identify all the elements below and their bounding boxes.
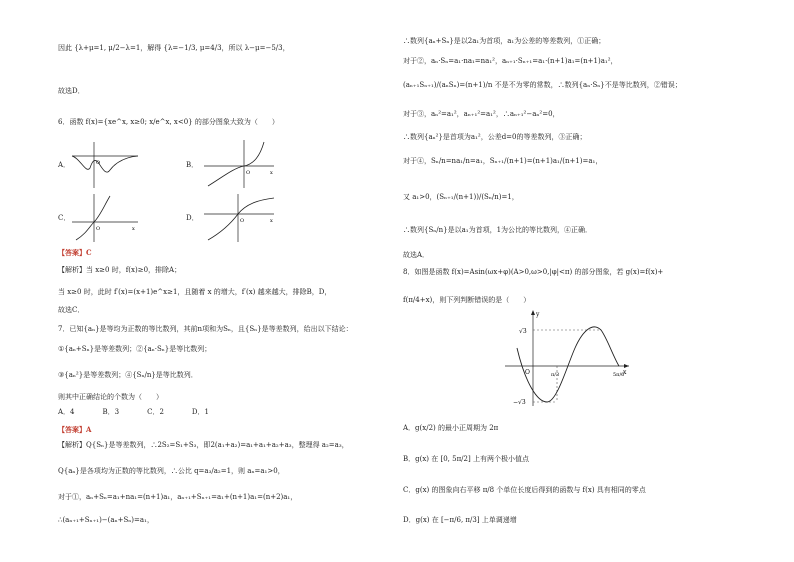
option-a-text: A．g(x/2) 的最小正周期为 2π xyxy=(403,424,499,432)
option-a-label: A． xyxy=(58,161,71,169)
question-ask: 则其中正确结论的个数为（ ） xyxy=(58,393,163,401)
question-stem: f(π/4+x)，则下列判断错误的是（ ） xyxy=(403,296,531,304)
solution-text: 故选D． xyxy=(58,87,85,95)
analysis-text: 对于④，Sₙ/n=na₁/n=a₁，Sₙ₊₁/(n+1)=(n+1)a₁/(n+1)=a₁， xyxy=(403,157,603,165)
analysis-text: 【解析】当 x≥0 时，f(x)≥0，排除A； xyxy=(58,266,182,274)
option-d-text: D．g(x) 在 [−π/6, π/3] 上单调递增 xyxy=(403,516,517,524)
question-stem: 7．已知{aₙ}是等均为正数的等比数列，其前n项和为Sₙ，且{Sₙ}是等差数列，给出以下结论： xyxy=(58,325,353,333)
option-d-graph xyxy=(198,192,278,244)
analysis-text: 当 x≥0 时，此时 f′(x)=(x+1)e^x≥1，且随着 x 的增大，f′(x) 越来越大，排除B，D， xyxy=(58,288,332,296)
option-b-text: B．g(x) 在 [0, 5π/2] 上有两个极小值点 xyxy=(403,455,529,463)
option-b-label: B． xyxy=(186,161,199,169)
option-a-graph xyxy=(70,140,140,190)
conclusion-list: ①{aₙ+Sₙ}是等差数列；②{aₙ·Sₙ}是等比数列； xyxy=(58,345,212,353)
question-stem: 6．函数 f(x)={xe^x, x≥0; x/e^x, x<0} 的部分图象大致为（ ） xyxy=(58,118,279,126)
option-c-label: C． xyxy=(58,214,71,222)
option-c-text: C．g(x) 的图象向右平移 π/8 个单位长度后得到的函数与 f(x) 具有相同的零点 xyxy=(403,486,646,494)
graph-5pi6-label: 5π/6 xyxy=(613,372,625,378)
analysis-text: 对于②，aₙ·Sₙ=a₁·na₁=na₁²，aₙ₊₁·Sₙ₊₁=a₁·(n+1)a₁=(n+1)a₁²， xyxy=(403,57,618,65)
question-stem: 8．如图是函数 f(x)=Asin(ωx+φ)(A>0,ω>0,|φ|<π) 的部分图象，若 g(x)=f(x)+ xyxy=(403,268,664,276)
analysis-text: ∴(aₙ₊₁+Sₙ₊₁)−(aₙ+Sₙ)=a₁， xyxy=(58,516,154,524)
left-column xyxy=(58,0,380,562)
graph-x-label: x xyxy=(270,218,273,224)
graph-sqrt3-label: √3 xyxy=(519,328,527,335)
graph-x-label: x xyxy=(132,226,135,232)
answer-label: 【答案】C xyxy=(58,248,92,257)
graph-origin-label: O xyxy=(525,369,530,376)
sine-function-graph xyxy=(503,308,633,408)
analysis-text: 对于③，aₙ²=a₁²，aₙ₊₁²=a₁²，∴aₙ₊₁²−aₙ²=0， xyxy=(403,110,560,118)
option-c-graph xyxy=(70,192,140,244)
solution-text: 故选A． xyxy=(403,251,430,259)
options-row: A．4 B．3 C．2 D．1 xyxy=(58,408,209,416)
graph-x-label: x xyxy=(270,170,273,176)
graph-y-label: y xyxy=(536,311,540,318)
graph-pi3-label: π/3 xyxy=(551,372,560,378)
analysis-text: ∴数列{Sₙ/n}是以a₁为首项，1为公比的等比数列，④正确． xyxy=(403,226,593,234)
right-column xyxy=(403,0,743,562)
solution-text: 因此 {λ+μ=1, μ/2−λ=1，解得 {λ=−1/3, μ=4/3，所以 λ−μ=−5/3， xyxy=(58,44,290,52)
option-d-label: D． xyxy=(186,214,199,222)
graph-origin-label: O xyxy=(96,160,101,166)
analysis-text: 又 a₁>0，(Sₙ₊₁/(n+1))/(Sₙ/n)=1， xyxy=(403,193,519,201)
analysis-text: ∴数列{aₙ²}是首项为a₁²，公差d=0的等差数列，③正确； xyxy=(403,133,587,141)
solution-text: 故选C． xyxy=(58,306,85,314)
analysis-text: Q{aₙ}是各项均为正数的等比数列，∴公比 q=a₃/a₂=1，则 aₙ=a₁>0， xyxy=(58,467,285,475)
conclusion-list: ③{aₙ²}是等差数列；④{Sₙ/n}是等比数列． xyxy=(58,371,198,379)
graph-neg-sqrt3-label: −√3 xyxy=(513,399,526,406)
analysis-text: ∴数列{aₙ+Sₙ}是以2a₁为首项，a₁为公差的等差数列，①正确； xyxy=(403,37,606,45)
graph-origin-label: O xyxy=(96,226,101,232)
graph-origin-label: O xyxy=(240,218,245,224)
analysis-text: 对于①，aₙ+Sₙ=a₁+na₁=(n+1)a₁，aₙ₊₁+Sₙ₊₁=a₁+(n+1)a₁=(n+2)a₁， xyxy=(58,493,298,501)
analysis-text: 【解析】Q{Sₙ}是等差数列，∴2S₂=S₁+S₃，即2(a₁+a₂)=a₁+a₁+a₂+a₃，整理得 a₂=a₃， xyxy=(58,441,349,449)
graph-x-label: x xyxy=(623,369,627,376)
analysis-text: (aₙ₊₁Sₙ₊₁)/(aₙSₙ)=(n+1)/n 不是不为零的常数，∴数列{aₙ·Sₙ}不是等比数列，②错误； xyxy=(403,81,682,89)
option-b-graph xyxy=(198,138,278,190)
graph-origin-label: O xyxy=(246,170,251,176)
answer-label: 【答案】A xyxy=(58,425,92,434)
